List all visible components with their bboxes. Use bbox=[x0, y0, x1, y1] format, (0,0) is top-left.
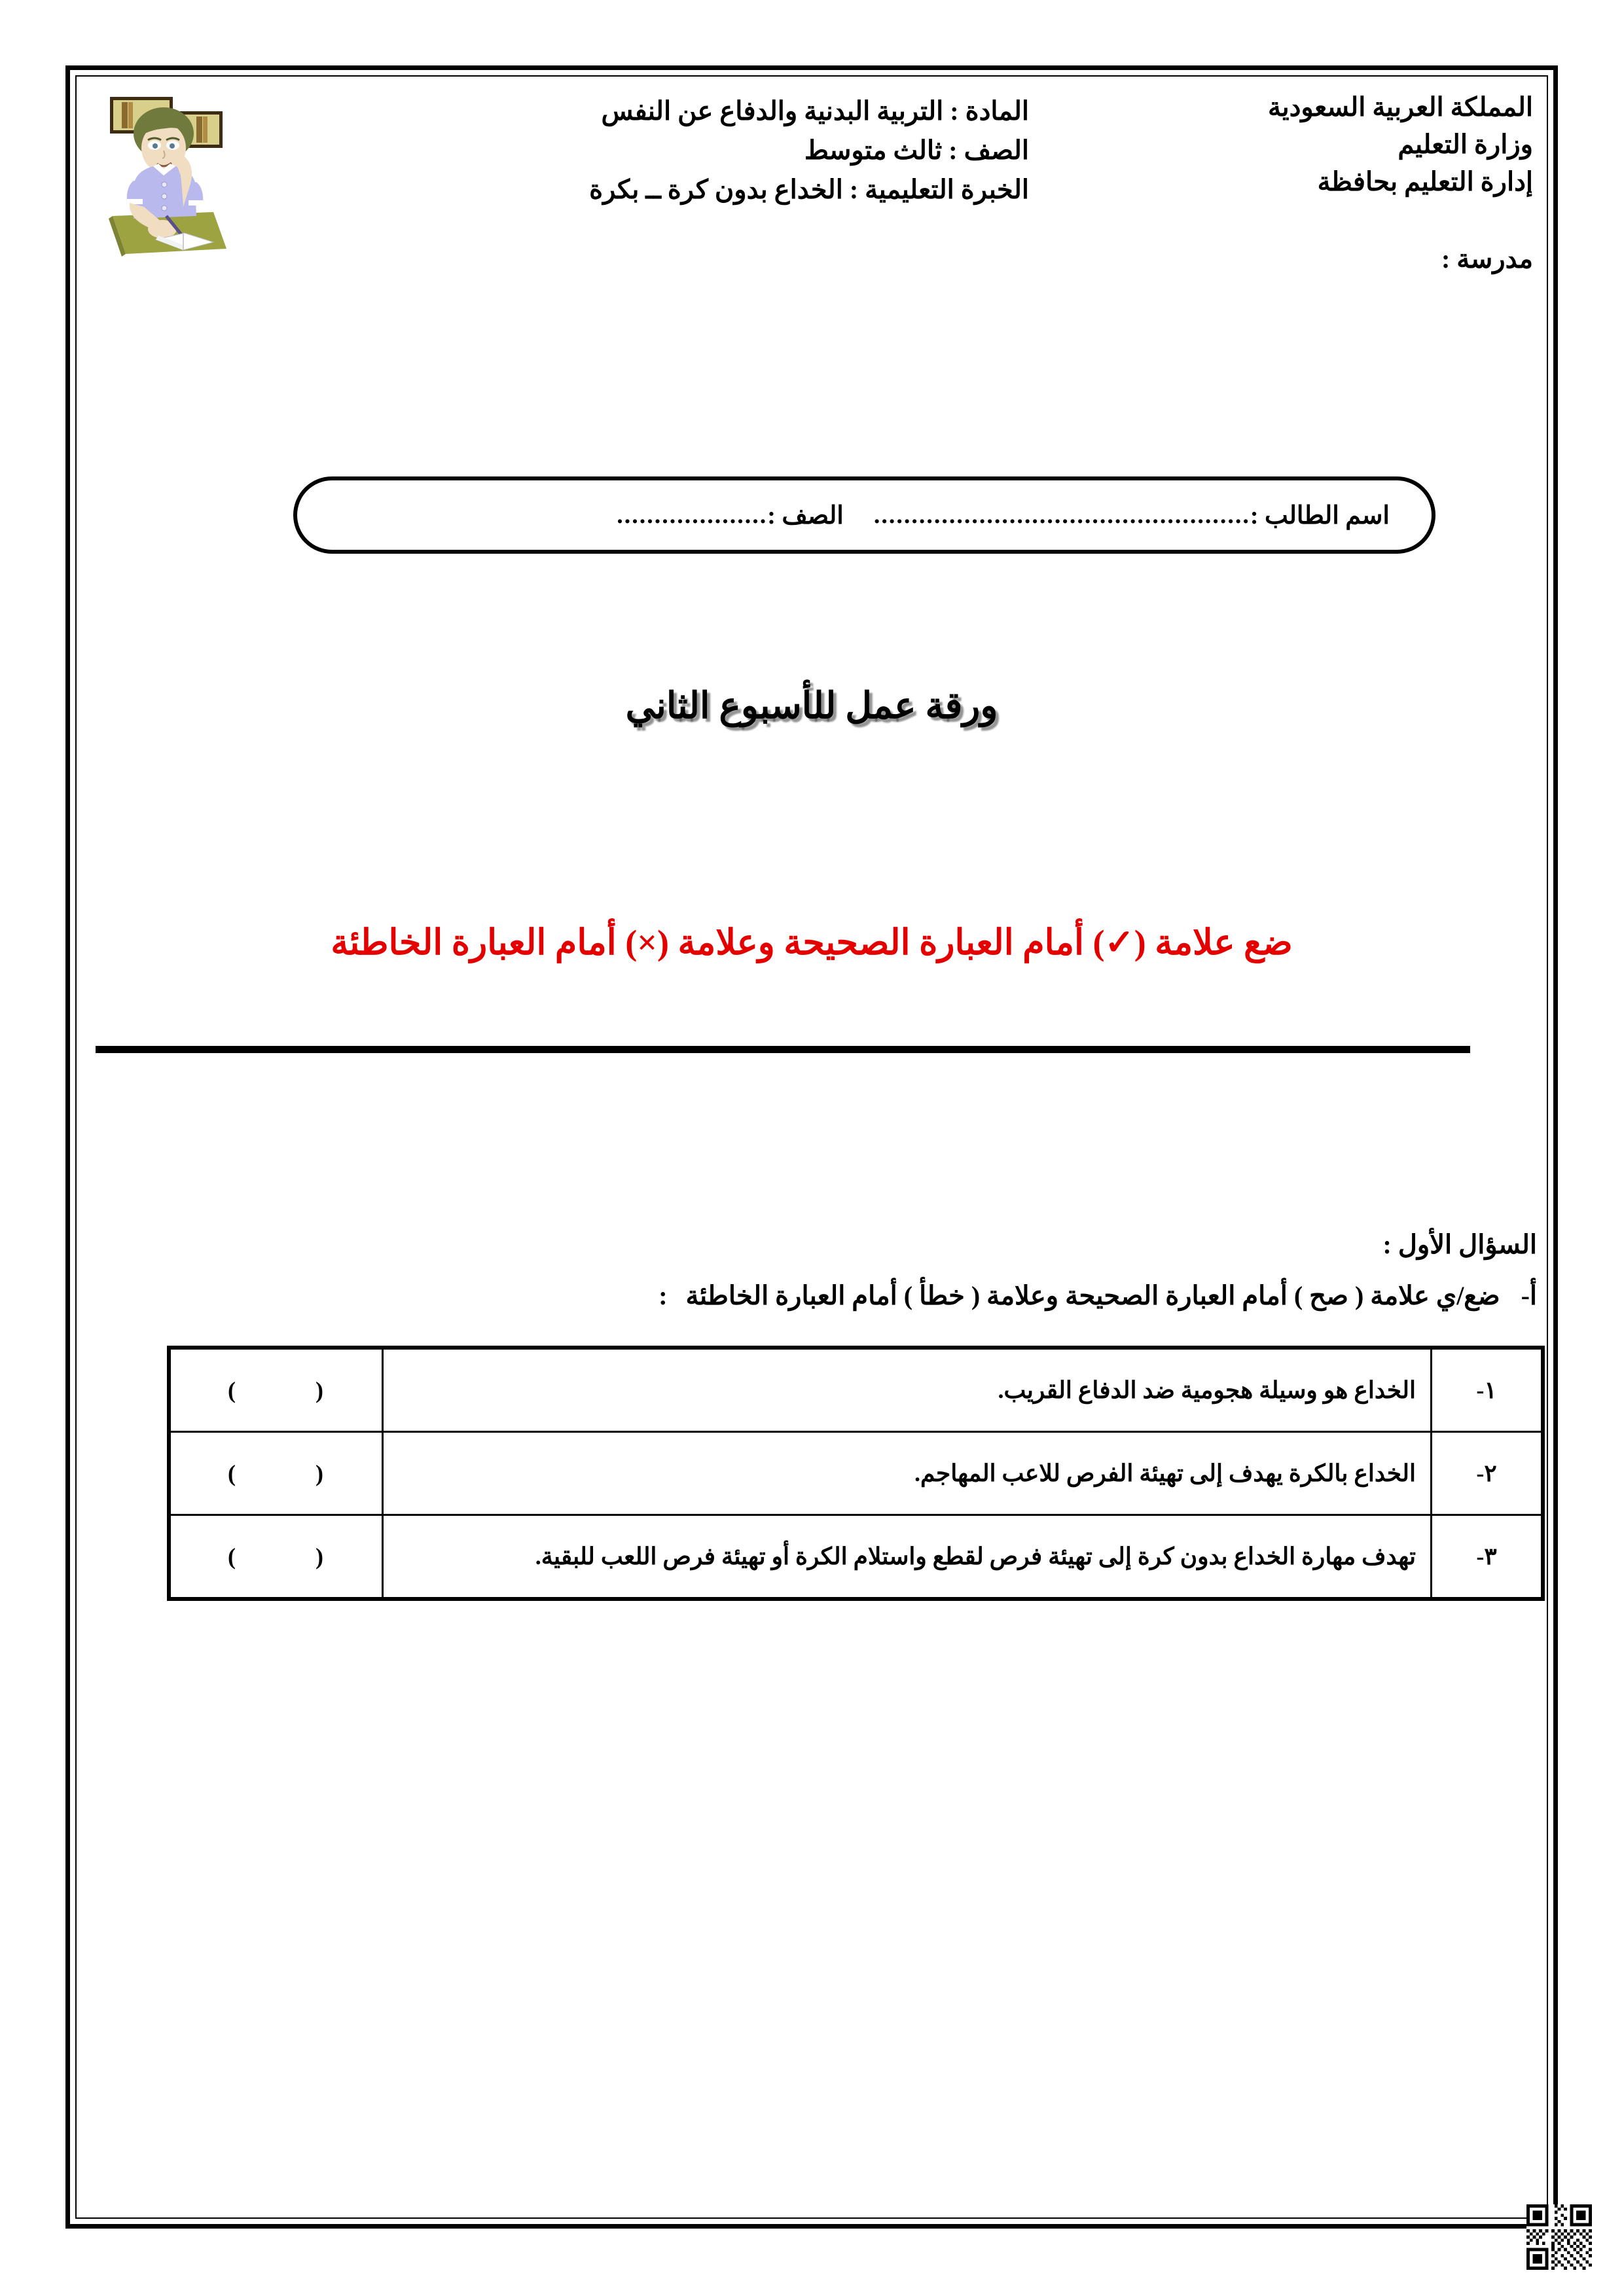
question-prompt-text: ضع/ي علامة ( صح ) أمام العبارة الصحيحة وعلامة ( خطأ ) أمام العبارة الخاطئة bbox=[685, 1281, 1500, 1310]
country-line: المملكة العربية السعودية bbox=[1268, 92, 1533, 122]
student-class-blank[interactable]: .................... bbox=[617, 501, 768, 529]
row-number: ١- bbox=[1432, 1348, 1543, 1432]
paren-close: ) bbox=[228, 1377, 237, 1403]
directorate-line: إدارة التعليم بحافظة bbox=[1317, 166, 1533, 196]
qr-code bbox=[1526, 2204, 1592, 2270]
row-statement: تهدف مهارة الخداع بدون كرة إلى تهيئة فرص لقطع واستلام الكرة أو تهيئة فرص اللعب للبقية. bbox=[383, 1515, 1432, 1600]
question-bullet: أ- bbox=[1521, 1281, 1537, 1310]
page-title: ورقة عمل للأسبوع الثاني bbox=[625, 686, 998, 726]
question-one-heading: السؤال الأول : bbox=[1382, 1230, 1537, 1259]
student-info-row bbox=[297, 480, 1432, 550]
student-studying-clipart bbox=[98, 88, 232, 259]
section-divider bbox=[96, 1046, 1470, 1053]
ministry-line: وزارة التعليم bbox=[1398, 129, 1533, 159]
question-one-prompt bbox=[659, 1280, 1537, 1311]
paren-open: ( bbox=[316, 1543, 325, 1570]
row-answer-cell[interactable] bbox=[169, 1432, 383, 1515]
row-number: ٣- bbox=[1432, 1515, 1543, 1600]
table-row bbox=[169, 1432, 1543, 1515]
table-body bbox=[169, 1348, 1543, 1599]
row-statement: الخداع بالكرة يهدف إلى تهيئة الفرص للاعب المهاجم. bbox=[383, 1432, 1432, 1515]
true-false-table bbox=[167, 1346, 1545, 1601]
course-meta bbox=[589, 92, 1029, 209]
paren-open: ( bbox=[316, 1460, 325, 1486]
table-row bbox=[169, 1348, 1543, 1432]
organization-block bbox=[1268, 89, 1533, 278]
student-name-blank[interactable]: .................................................. bbox=[873, 501, 1250, 529]
grade-line: الصف : ثالث متوسط bbox=[804, 135, 1029, 165]
student-name-label: اسم الطالب : bbox=[1250, 501, 1390, 529]
student-class-label: الصف : bbox=[767, 501, 844, 529]
document-header bbox=[77, 77, 1546, 274]
student-info-box bbox=[293, 476, 1435, 554]
school-label: مدرسة : bbox=[1441, 244, 1533, 274]
paren-open: ( bbox=[316, 1377, 325, 1403]
table-row bbox=[169, 1515, 1543, 1600]
question-prompt-colon: : bbox=[659, 1281, 668, 1310]
row-statement: الخداع هو وسيلة هجومية ضد الدفاع القريب. bbox=[383, 1348, 1432, 1432]
subject-line: المادة : التربية البدنية والدفاع عن النفس bbox=[601, 96, 1029, 126]
paren-close: ) bbox=[228, 1460, 237, 1486]
instruction-line: ضع علامة (✓) أمام العبارة الصحيحة وعلامة (×) أمام العبارة الخاطئة bbox=[331, 923, 1293, 962]
row-answer-cell[interactable] bbox=[169, 1348, 383, 1432]
paren-close: ) bbox=[228, 1543, 237, 1570]
row-answer-cell[interactable] bbox=[169, 1515, 383, 1600]
experience-line: الخبرة التعليمية : الخداع بدون كرة ــ بكرة bbox=[589, 175, 1029, 204]
row-number: ٢- bbox=[1432, 1432, 1543, 1515]
worksheet-sheet bbox=[77, 77, 1546, 2217]
